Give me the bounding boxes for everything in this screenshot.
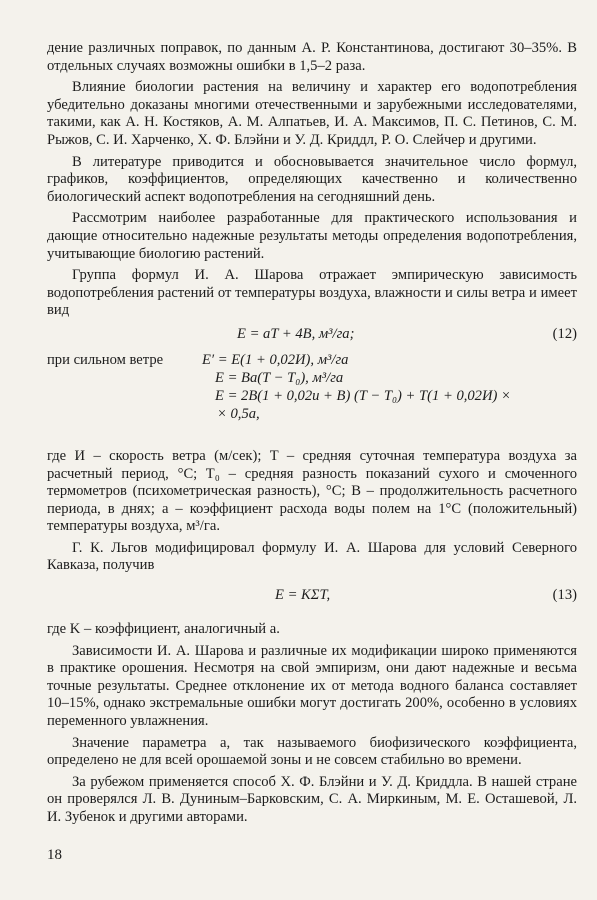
wind-formula-line: E = 2B(1 + 0,02и + B) (T − T₀) + T(1 + 0,02И) × [215, 387, 511, 404]
formula-12 [47, 324, 577, 346]
formula-13-number: (13) [552, 587, 577, 604]
formula-12-number: (12) [552, 325, 577, 342]
paragraph: В литературе приводится и обосновывается значительное число формул, графиков, коэффициентов, определяющих качественно и количественно биологический аспект водопотребления на сегодняшний день. [47, 153, 577, 205]
wind-label: при сильном ветре [47, 351, 164, 368]
wind-formula-line: E = Ba(T − T₀), м³/га [215, 369, 344, 386]
formula-13-expression: E = KΣT, [275, 587, 331, 604]
wind-formula-line: E′ = E(1 + 0,02И), м³/га [202, 351, 349, 368]
page-number: 18 [47, 847, 62, 863]
paragraph: где K – коэффициент, аналогичный a. [47, 621, 280, 638]
paragraph: За рубежом применяется способ Х. Ф. Блэйни и У. Д. Криддла. В нашей стране он проверялся Л. В. Дуниным–Барковским, С. А. Миркиным, М. Е. Осташевой, Л. И. Зубенок и другими авторами. [47, 773, 577, 825]
paragraph: Рассмотрим наиболее разработанные для практического использования и дающие относительно надежные результаты методы определения водопотребления, учитывающие биологию растений. [47, 210, 577, 262]
paragraph: Группа формул И. А. Шарова отражает эмпирическую зависимость водопотребления растений от температуры воздуха, влажности и силы ветра и имеет вид [47, 267, 577, 319]
page-body [47, 40, 577, 831]
paragraph: Зависимости И. А. Шарова и различные их модификации широко применяются в практике орошения. Несмотря на свой эмпиризм, они дают надежные и весьма точные результаты. Среднее отклонение их от метода водного баланса составляет 10–15%, однако экстремальные ошибки могут достигать 200%, особенно в условиях переменного увлажнения. [47, 642, 577, 730]
formula-12-expression: E = aT + 4B, м³/га; [237, 325, 355, 342]
wind-formulas [47, 352, 577, 444]
paragraph: Влияние биологии растения на величину и характер его водопотребления убедительно доказаны многими отечественными и зарубежными исследователями, такими, как А. Н. Костяков, А. М. Алпатьев, И. А. Максимов, П. С. Петинов, С. М. Рыжов, С. И. Харченко, Х. Ф. Блэйни и У. Д. Криддл, Р. О. Слейчер и другими. [47, 79, 577, 148]
paragraph: где И – скорость ветра (м/сек); T – средняя суточная температура воздуха за расчетный период, °C; T₀ – средняя разность показаний сухого и смоченного термометров (психометрическая разность), °C; B – продолжительность расчетного периода, в днях; a – коэффициент расхода воды полем на 1°C (положительный) температуры воздуха, м³/га. [47, 447, 577, 535]
paragraph: Значение параметра a, так называемого биофизического коэффициента, определено не для всей орошаемой зоны и не совсем стабильно во времени. [47, 734, 577, 769]
wind-formula-line: × 0,5a, [217, 405, 260, 422]
formula-13 [47, 579, 577, 617]
paragraph: Г. К. Льгов модифицировал формулу И. А. Шарова для условий Северного Кавказа, получив [47, 539, 577, 574]
paragraph: дение различных поправок, по данным А. Р. Константинова, достигают 30–35%. В отдельных случаях возможны ошибки в 1,5–2 раза. [47, 40, 577, 74]
